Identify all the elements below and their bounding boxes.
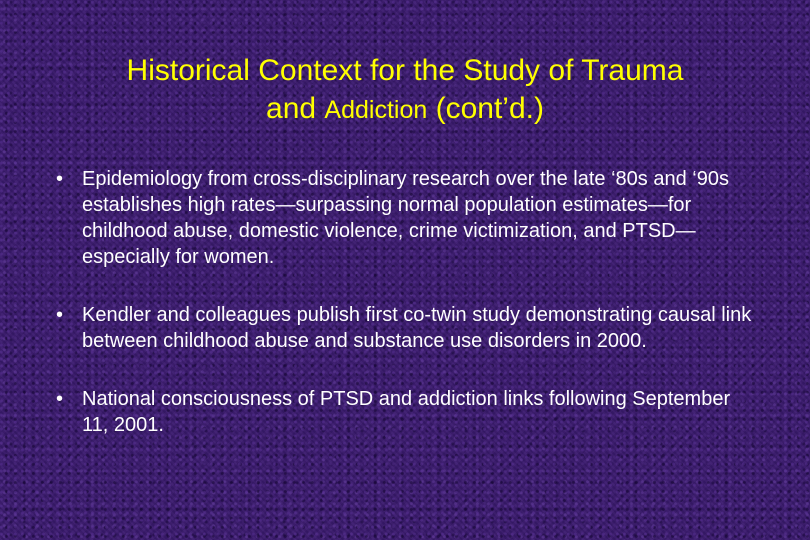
title-line-1: Historical Context for the Study of Trauma <box>126 54 684 87</box>
title-line-2-start: and <box>266 92 325 125</box>
title-line-2 <box>40 90 770 129</box>
bullet-text: National consciousness of PTSD and addiction links following September 11, 2001. <box>82 388 731 436</box>
title-line-2-addiction: Addiction <box>324 96 428 124</box>
bullet-dot: • <box>56 388 64 410</box>
bullet-item-epidemiology <box>56 166 756 270</box>
bullet-list <box>56 166 756 470</box>
bullet-dot: • <box>56 168 64 190</box>
bullet-dot: • <box>56 304 64 326</box>
bullet-text: Epidemiology from cross-disciplinary research over the late ‘80s and ‘90s establishes high rates—surpassing normal population estimates—for childhood abuse, domestic violence, crime victimization, and PTSD—especially for women. <box>82 168 729 268</box>
bullet-item-national-consciousness <box>56 386 756 438</box>
slide-title <box>40 52 770 129</box>
title-line-2-end: (cont’d.) <box>427 92 544 125</box>
bullet-text: Kendler and colleagues publish first co-twin study demonstrating causal link between childhood abuse and substance use disorders in 2000. <box>82 304 752 352</box>
bullet-item-kendler <box>56 302 756 354</box>
